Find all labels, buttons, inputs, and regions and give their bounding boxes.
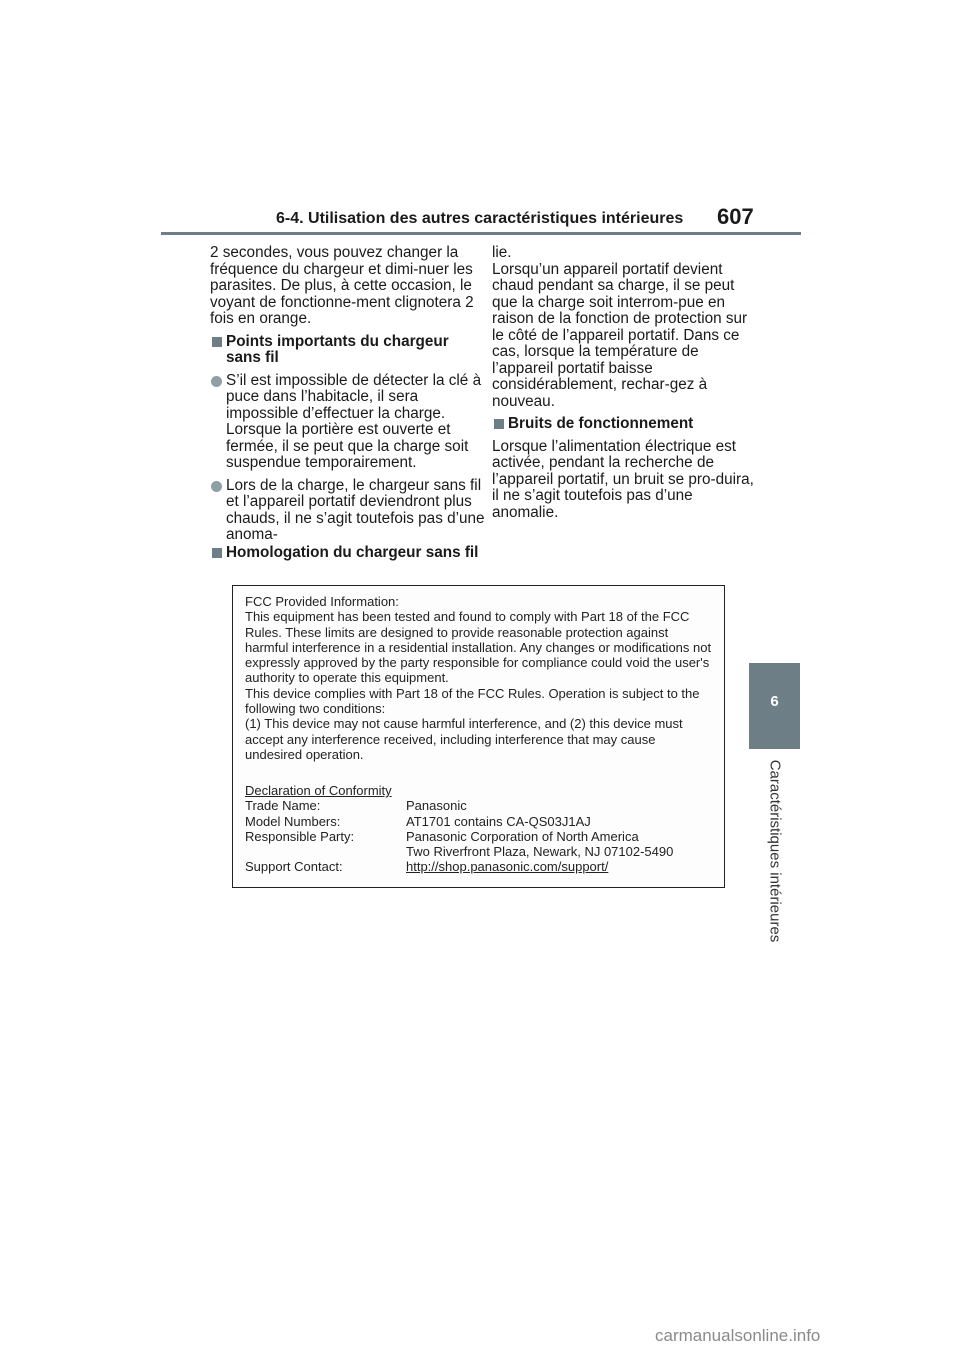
page-number: 607 xyxy=(717,204,754,229)
bullet-dot-icon xyxy=(211,481,222,492)
fcc-text: (1) This device may not cause harmful interference, and (2) this device must accept any interference received, including interference that may cause undesired operation. xyxy=(245,716,683,762)
fcc-statement xyxy=(245,594,715,762)
bullet-text: Lors de la charge, le chargeur sans fil et l’appareil portatif deviendront plus chauds, il ne s’agit toutefois pas d’une anoma- xyxy=(226,476,485,543)
row-label: Support Contact: xyxy=(245,859,343,875)
row-value: AT1701 contains CA-QS03J1AJ xyxy=(406,813,591,829)
intro-paragraph: 2 secondes, vous pouvez changer la fréquence du chargeur et dimi-nuer les parasites. De plus, à cette occasion, le voyant de fonctionne-ment clignotera 2 fois en orange. xyxy=(210,244,474,327)
heading-points xyxy=(210,334,485,367)
left-column xyxy=(210,245,485,550)
bullet-text: S’il est impossible de détecter la clé à puce dans l’habitacle, il sera impossible d’effectuer la charge. Lorsque la portière est ouverte et fermée, il se peut que la charge soit suspendue temporairement. xyxy=(226,371,482,471)
square-marker-icon xyxy=(212,548,222,558)
heading-noise xyxy=(492,416,762,433)
model-row xyxy=(245,814,715,829)
header-rule xyxy=(161,232,801,235)
row-value: Panasonic Corporation of North America xyxy=(406,828,639,844)
declaration-of-conformity xyxy=(245,783,715,875)
party-row xyxy=(245,829,715,844)
bullet-item xyxy=(210,478,485,544)
support-link[interactable]: http://shop.panasonic.com/support/ xyxy=(406,859,609,875)
chapter-number: 6 xyxy=(770,693,779,710)
conformity-title: Declaration of Conformity xyxy=(245,783,392,798)
heading-points-text: Points importants du chargeur sans fil xyxy=(226,332,449,366)
row-label: Model Numbers: xyxy=(245,813,341,829)
square-marker-icon xyxy=(494,419,504,429)
homologation-heading-text: Homologation du chargeur sans fil xyxy=(226,544,479,561)
noise-paragraph: Lorsque l’alimentation électrique est activée, pendant la recherche de l’appareil portatif, un bruit se pro-duira, il ne s’agit toutefois pas d’une anomalie. xyxy=(492,437,754,521)
fcc-title: FCC Provided Information: xyxy=(245,594,399,609)
fcc-text: This equipment has been tested and found to comply with Part 18 of the FCC Rules. These limits are designed to provide reasonable protection against harmful interference in a residential installation. Any changes or modifications not expressly approved by the party responsible for compliance could void the user's authority to operate this equipment. xyxy=(245,609,712,686)
right-column xyxy=(492,245,762,521)
fcc-text: This device complies with Part 18 of the FCC Rules. Operation is subject to the following two conditions: xyxy=(245,685,700,717)
square-marker-icon xyxy=(212,337,222,347)
bullet-item xyxy=(210,373,485,472)
row-value: Two Riverfront Plaza, Newark, NJ 07102-5490 xyxy=(406,844,674,860)
row-value: Panasonic xyxy=(406,798,467,814)
fcc-information-box xyxy=(232,585,725,888)
bullet-dot-icon xyxy=(211,376,222,387)
homologation-heading xyxy=(210,545,526,562)
row-label: Responsible Party: xyxy=(245,828,355,844)
watermark: carmanualsonline.info xyxy=(655,1326,821,1345)
heading-noise-text: Bruits de fonctionnement xyxy=(508,415,694,432)
hot-device-paragraph: Lorsqu’un appareil portatif devient chaud pendant sa charge, il se peut que la charge soit interrom-pue en raison de la fonction de protection sur le côté de l’appareil portatif. Dans ce cas, lorsque la température de l’appareil portatif baisse considérablement, rechar-gez à nouveau. xyxy=(492,260,748,410)
chapter-tab xyxy=(749,663,800,749)
address-row xyxy=(245,844,715,859)
continuation-text: lie. xyxy=(492,244,512,261)
trade-name-row xyxy=(245,798,715,813)
page-header xyxy=(276,206,796,232)
row-label: Trade Name: xyxy=(245,798,321,814)
section-title: 6-4. Utilisation des autres caractéristiques intérieures xyxy=(276,210,684,227)
chapter-label: Caractéristiques intérieures xyxy=(766,759,784,943)
support-row xyxy=(245,859,715,874)
